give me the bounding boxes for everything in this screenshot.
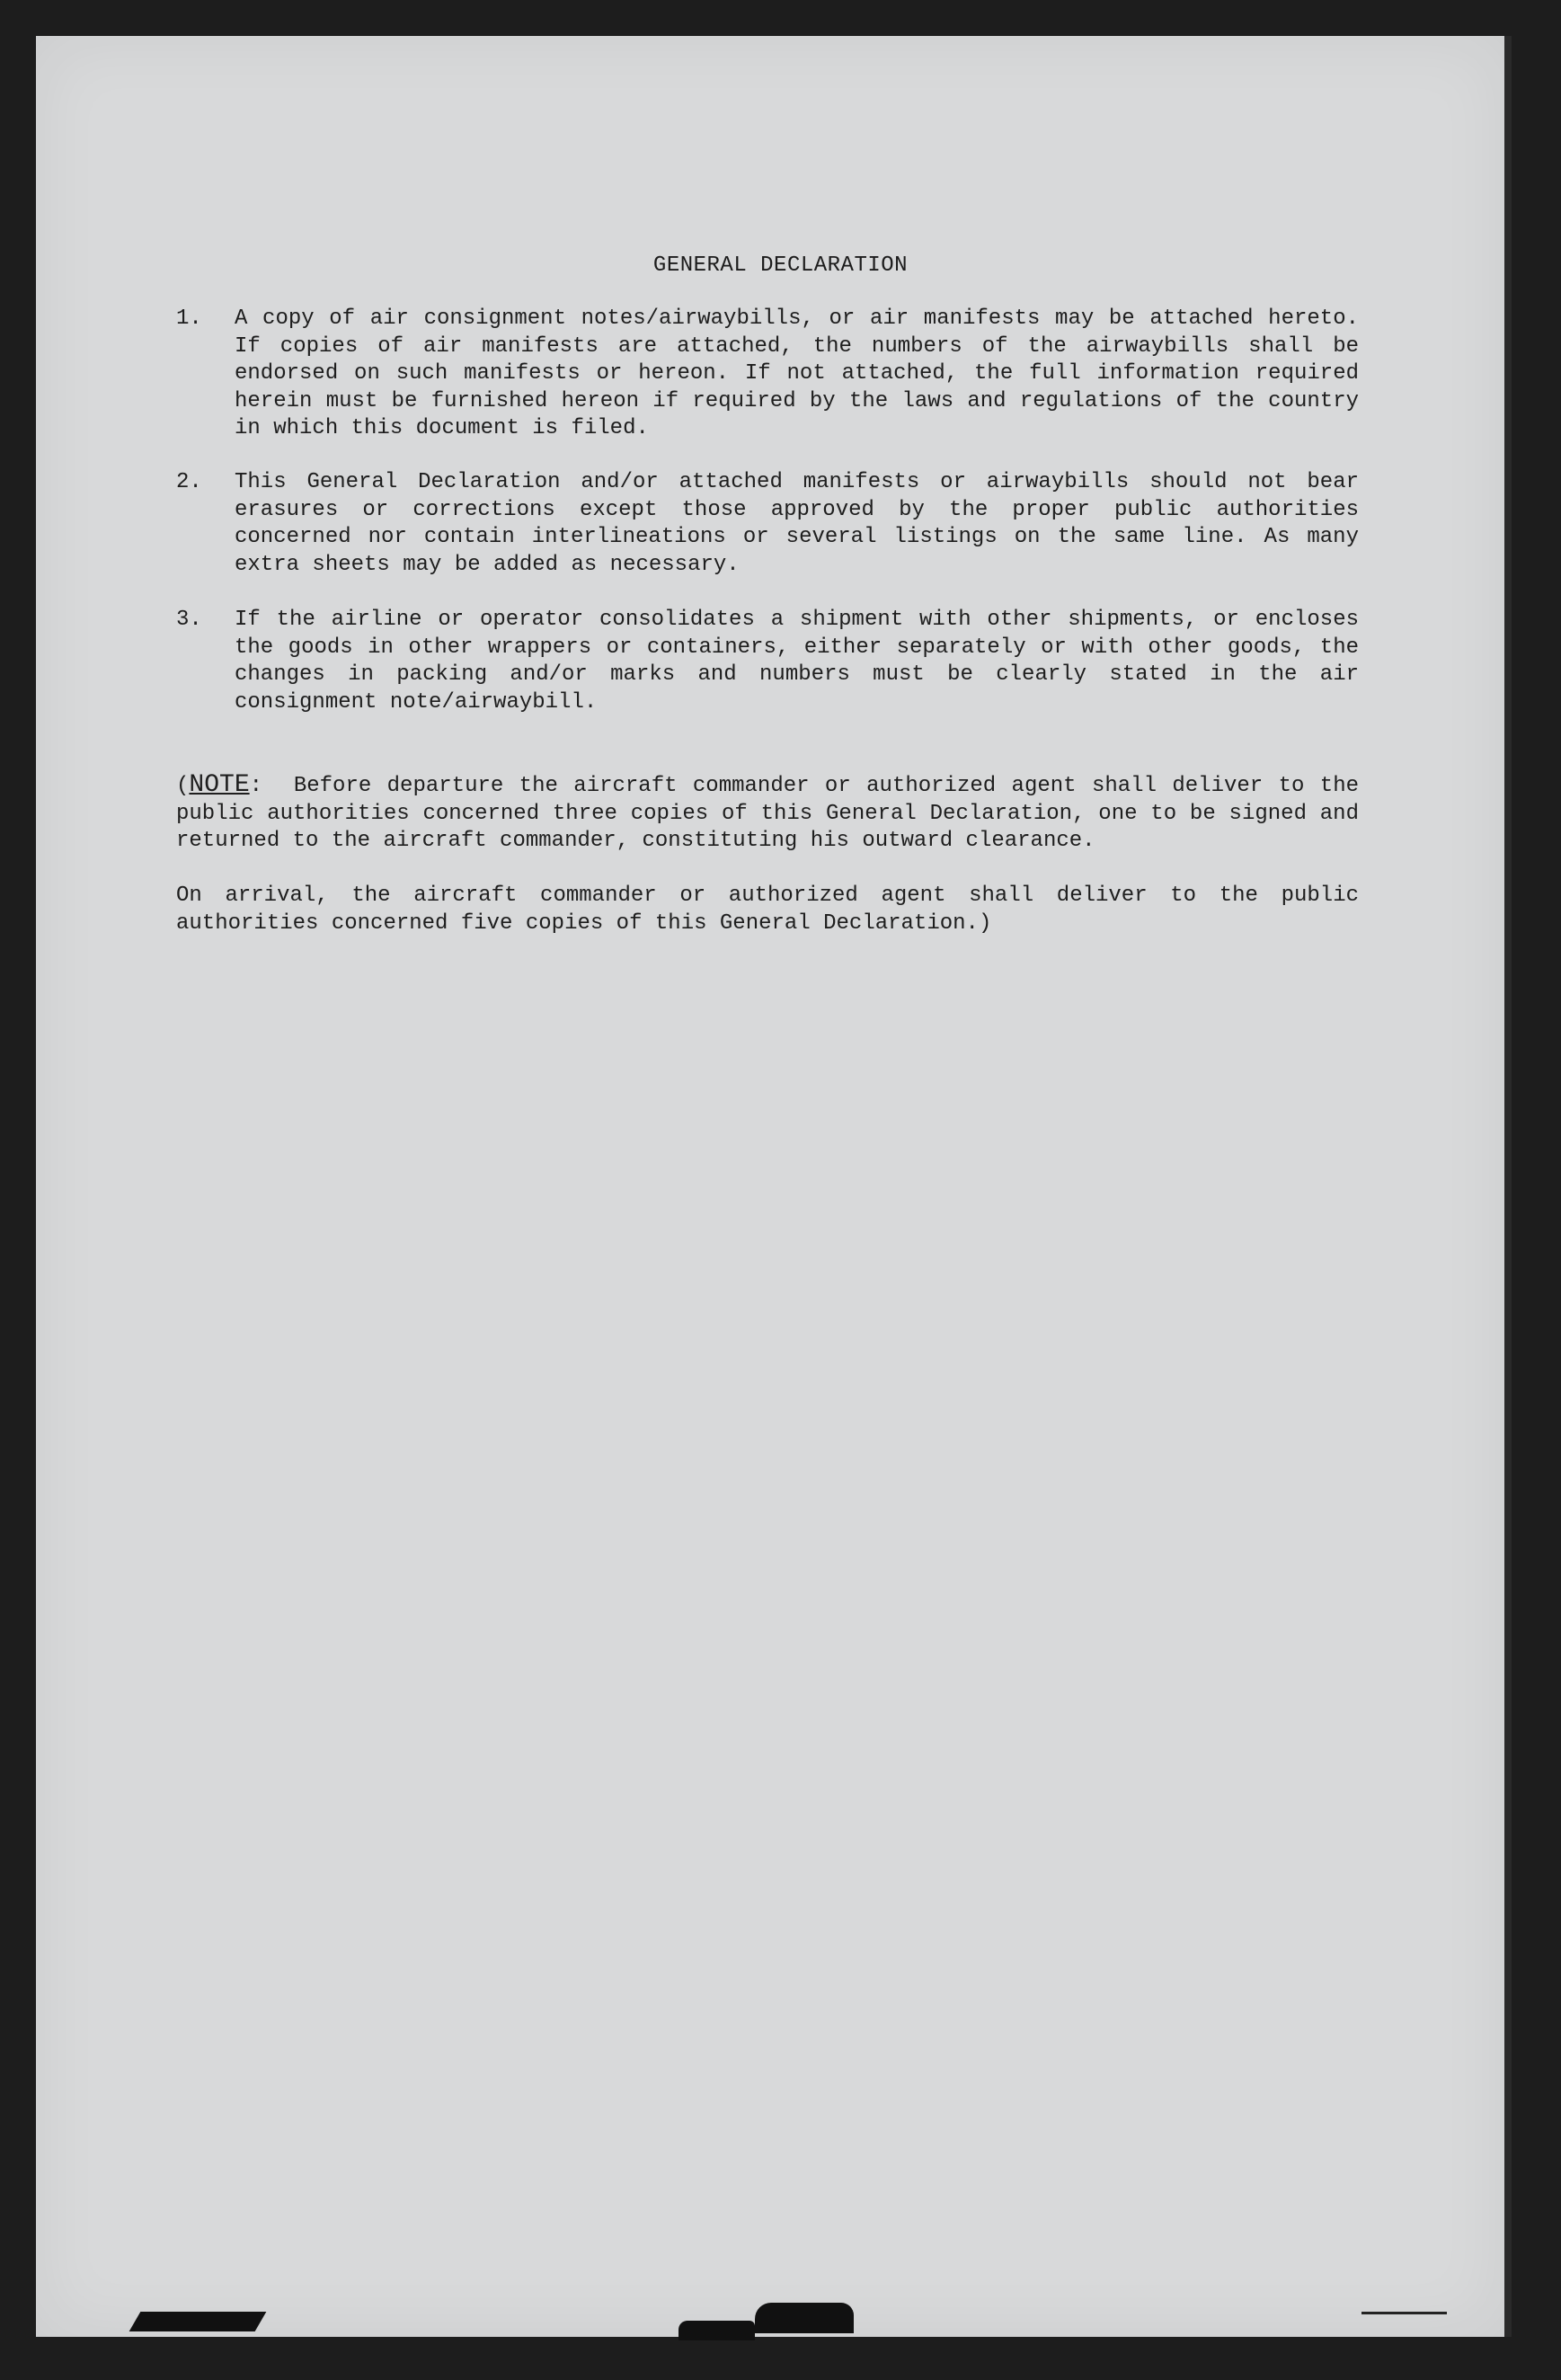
- list-item-1: [176, 306, 1359, 443]
- item-text: If the airline or operator consolidates a shipment with other shipments, or encloses the goods in other wrappers or containers, either separately or with other goods, the changes in packing and/or marks and numbers must be clearly stated in the air consignment note/airwaybill.: [235, 608, 1359, 715]
- item-text: A copy of air consignment notes/airwaybills, or air manifests may be attached hereto. If copies of air manifests are attached, the numbers of the airwaybills shall be endorsed on such manifests or hereon. If not attached, the full information required herein must be furnished hereon if required by the laws and regulations of the country in which this document is filed.: [235, 306, 1359, 440]
- item-number: 3.: [176, 608, 202, 632]
- page-edge: [1504, 36, 1512, 2337]
- list-item-2: [176, 469, 1359, 579]
- note-paragraph: [176, 772, 1359, 856]
- note-open: (: [176, 774, 190, 798]
- arrival-paragraph: On arrival, the aircraft commander or authorized agent shall deliver to the public authorities concerned five copies of this General Declaration.): [176, 884, 1359, 936]
- note-colon: :: [249, 774, 263, 798]
- item-number: 1.: [176, 306, 202, 331]
- scan-smudge: [679, 2321, 755, 2340]
- item-number: 2.: [176, 470, 202, 494]
- scan-mark: [1361, 2312, 1447, 2314]
- note-text: Before departure the aircraft commander or authorized agent shall deliver to the public authorities concerned three copies of this General Declaration, one to be signed and returned to the aircraft commander, constituting his outward clearance.: [176, 774, 1360, 853]
- scan-smudge: [755, 2303, 854, 2333]
- list-item-3: [176, 607, 1359, 716]
- document-title: GENERAL DECLARATION: [652, 253, 909, 278]
- scan-smudge: [129, 2312, 267, 2331]
- note-label: NOTE: [189, 771, 250, 799]
- item-text: This General Declaration and/or attached manifests or airwaybills should not bear erasures or corrections except those approved by the proper public authorities concerned nor contain interlineations or several listings on the same line. As many extra sheets may be added as necessary.: [235, 470, 1359, 577]
